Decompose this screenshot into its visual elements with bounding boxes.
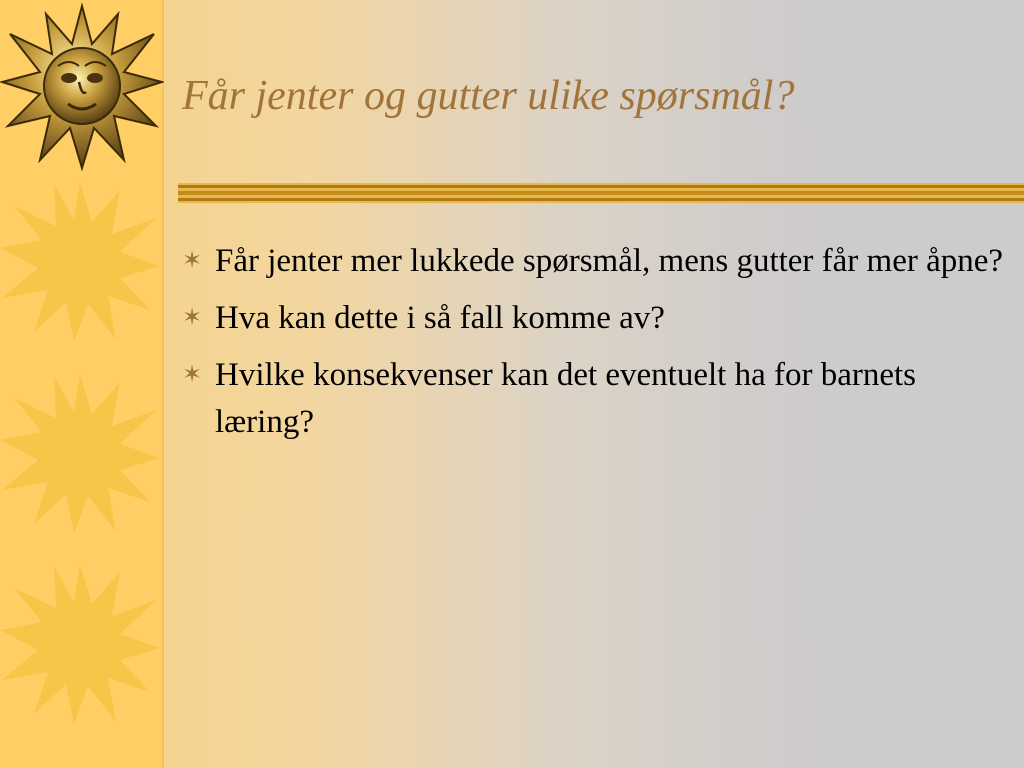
six-pointed-star-icon: ✶ — [182, 362, 203, 388]
bullet-text: Hvilke konsekvenser kan det eventuelt ha for barnets læring? — [215, 357, 917, 440]
sun-icon — [0, 562, 164, 726]
six-pointed-star-icon: ✶ — [182, 248, 203, 274]
bullet-item — [182, 238, 1012, 285]
sun-face-icon — [0, 0, 164, 172]
slide-title: Får jenter og gutter ulike spørsmål? — [182, 73, 795, 119]
bullet-text: Får jenter mer lukkede spørsmål, mens gutter får mer åpne? — [215, 243, 1004, 279]
title-divider — [178, 183, 1024, 203]
six-pointed-star-icon: ✶ — [182, 305, 203, 331]
sun-icon — [0, 372, 164, 536]
sun-icon — [0, 180, 164, 344]
bullet-text: Hva kan dette i så fall komme av? — [215, 300, 665, 336]
bullet-item — [182, 352, 1012, 446]
bullet-list — [182, 238, 1012, 456]
bullet-item — [182, 295, 1012, 342]
